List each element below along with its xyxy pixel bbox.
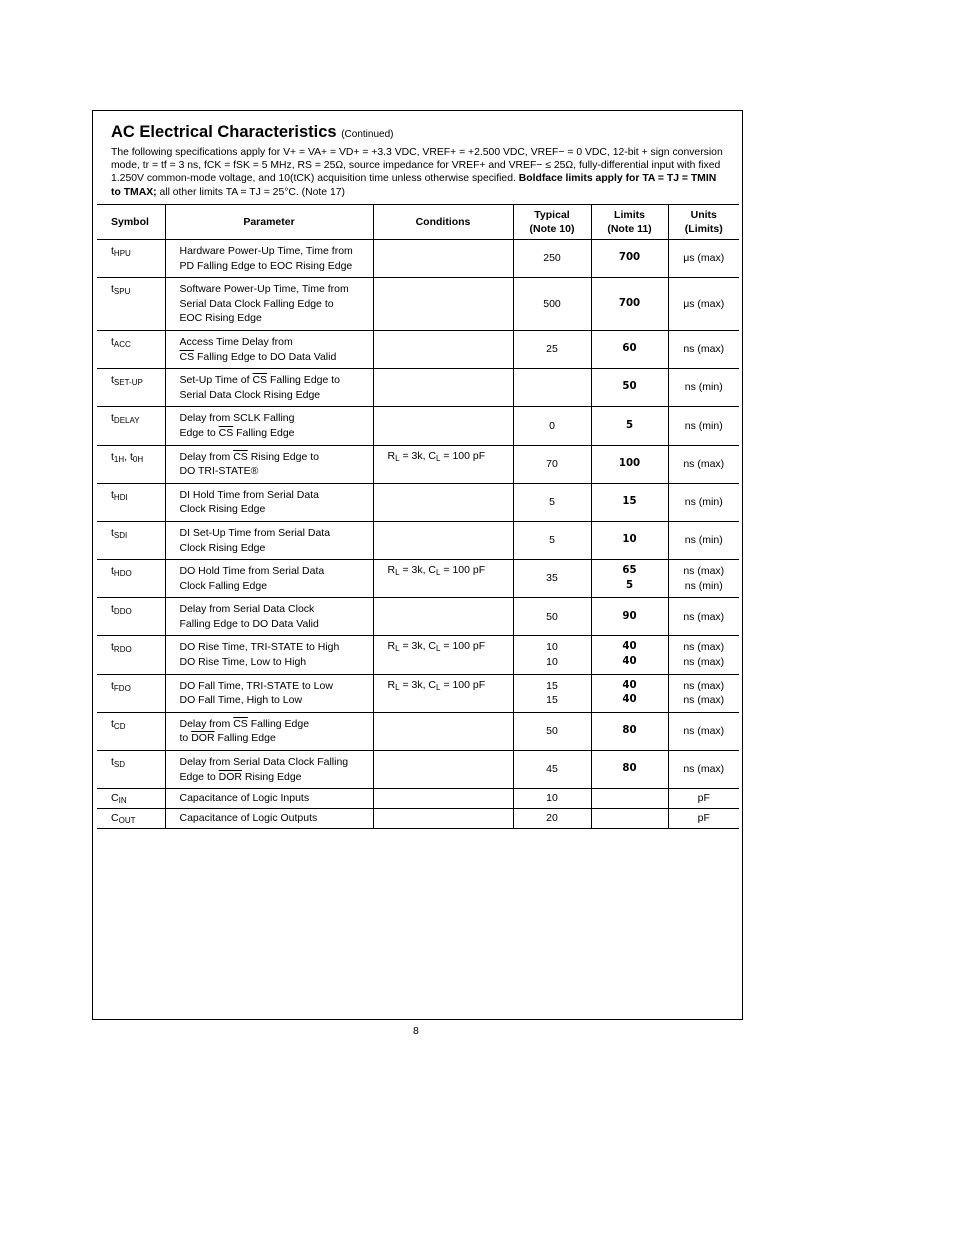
- cell-parameter: DO Hold Time from Serial Data Clock Falling Edge: [165, 560, 373, 598]
- cell-typical: 0: [513, 407, 591, 445]
- cell-parameter: Delay from SCLK Falling Edge to $\overline{CS}$ Falling Edge: [165, 407, 373, 445]
- cell-units: ns (max): [668, 598, 739, 636]
- table-row: [97, 445, 739, 483]
- cell-limits: 60: [591, 330, 668, 368]
- cell-limits: [591, 809, 668, 829]
- cell-conditions: [373, 278, 513, 331]
- cell-symbol: $t_{1H}$, $t_{0H}$: [97, 445, 165, 483]
- cell-conditions: [373, 809, 513, 829]
- cell-symbol: $t_{ACC}$: [97, 330, 165, 368]
- table-row: [97, 751, 739, 789]
- title-text: AC Electrical Characteristics: [111, 123, 337, 141]
- cell-typical: 25: [513, 330, 591, 368]
- cell-units: ns (min): [668, 369, 739, 407]
- cell-limits: 700: [591, 278, 668, 331]
- cell-typical: 70: [513, 445, 591, 483]
- table-header-row: [97, 205, 739, 240]
- cell-limits: 15: [591, 483, 668, 521]
- cell-conditions: [373, 330, 513, 368]
- cell-units: ns (min): [668, 407, 739, 445]
- table-row: [97, 483, 739, 521]
- cell-symbol: $t_{FDO}$: [97, 674, 165, 712]
- cell-parameter: Hardware Power-Up Time, Time from PD Falling Edge to EOC Rising Edge: [165, 240, 373, 278]
- cell-limits: 40 40: [591, 636, 668, 674]
- cell-units: μs (max): [668, 240, 739, 278]
- cell-symbol: $t_{HDI}$: [97, 483, 165, 521]
- cell-parameter: DI Hold Time from Serial Data Clock Rising Edge: [165, 483, 373, 521]
- cell-typical: [513, 369, 591, 407]
- cell-parameter: DI Set-Up Time from Serial Data Clock Rising Edge: [165, 521, 373, 559]
- page-number: 8: [413, 1025, 419, 1037]
- cell-conditions: [373, 712, 513, 750]
- header-conditions: Conditions: [373, 205, 513, 240]
- cell-parameter: Capacitance of Logic Inputs: [165, 789, 373, 809]
- cell-typical: 50: [513, 598, 591, 636]
- table-row: [97, 369, 739, 407]
- cell-conditions: [373, 521, 513, 559]
- cell-conditions: [373, 789, 513, 809]
- cell-symbol: $t_{CD}$: [97, 712, 165, 750]
- cell-units: μs (max): [668, 278, 739, 331]
- cell-limits: 100: [591, 445, 668, 483]
- cell-limits: 90: [591, 598, 668, 636]
- intro-tail: all other limits TA = TJ = 25°C. (Note 17): [159, 186, 345, 198]
- cell-typical: 15 15: [513, 674, 591, 712]
- cell-typical: 250: [513, 240, 591, 278]
- cell-typical: 45: [513, 751, 591, 789]
- cell-conditions: $R_L = 3k$, $C_L = 100$ pF: [373, 445, 513, 483]
- cell-symbol: $t_{DELAY}$: [97, 407, 165, 445]
- header-typical: Typical (Note 10): [513, 205, 591, 240]
- cell-symbol: $t_{SDI}$: [97, 521, 165, 559]
- cell-typical: 10: [513, 789, 591, 809]
- cell-conditions: $R_L = 3k$, $C_L = 100$ pF: [373, 560, 513, 598]
- table-row: [97, 789, 739, 809]
- table-row: [97, 712, 739, 750]
- intro-text: The following specifications apply for V+ = VA+ = VD+ = +3.3 VDC, VREF+ = +2.500 VDC, VREF− = 0 VDC, 12-bit + sign conversion mode, tr = tf = 3 ns, fCK = fSK = 5 MHz, RS = 25Ω, source impedance for VREF+ and VREF− ≤ 25Ω, fully-differential input with fixed 1.250V common-mode voltage, and 10(tCK) acquisition time unless otherwise specified.: [111, 147, 723, 185]
- cell-limits: 40 40: [591, 674, 668, 712]
- cell-parameter: Delay from $\overline{CS}$ Rising Edge to DO TRI-STATE®: [165, 445, 373, 483]
- cell-units: pF: [668, 789, 739, 809]
- title-continued: (Continued): [341, 129, 394, 140]
- cell-parameter: Delay from Serial Data Clock Falling Edge to DO Data Valid: [165, 598, 373, 636]
- table-row: [97, 636, 739, 674]
- intro-boldface: Boldface limits apply for TA = TJ = TMIN to TMAX;: [111, 173, 717, 198]
- table-row: [97, 560, 739, 598]
- cell-symbol: $t_{HDO}$: [97, 560, 165, 598]
- cell-limits: 5: [591, 407, 668, 445]
- cell-parameter: Access Time Delay from $\overline{CS}$ Falling Edge to DO Data Valid: [165, 330, 373, 368]
- cell-limits: 50: [591, 369, 668, 407]
- cell-typical: 35: [513, 560, 591, 598]
- cell-symbol: $t_{SPU}$: [97, 278, 165, 331]
- cell-typical: 50: [513, 712, 591, 750]
- cell-conditions: [373, 369, 513, 407]
- cell-symbol: $t_{SET-UP}$: [97, 369, 165, 407]
- table-row: [97, 674, 739, 712]
- table-row: [97, 240, 739, 278]
- table-row: [97, 598, 739, 636]
- document-frame: [92, 110, 743, 1020]
- cell-typical: 10 10: [513, 636, 591, 674]
- cell-conditions: $R_L = 3k$, $C_L = 100$ pF: [373, 674, 513, 712]
- cell-units: pF: [668, 809, 739, 829]
- cell-conditions: [373, 240, 513, 278]
- cell-units: ns (max) ns (max): [668, 674, 739, 712]
- cell-units: ns (max): [668, 751, 739, 789]
- cell-limits: [591, 789, 668, 809]
- ac-characteristics-table: [97, 204, 739, 829]
- cell-conditions: [373, 483, 513, 521]
- cell-parameter: Capacitance of Logic Outputs: [165, 809, 373, 829]
- cell-parameter: Delay from $\overline{CS}$ Falling Edge to $\overline{DOR}$ Falling Edge: [165, 712, 373, 750]
- cell-limits: 80: [591, 751, 668, 789]
- cell-parameter: Set-Up Time of $\overline{CS}$ Falling Edge to Serial Data Clock Rising Edge: [165, 369, 373, 407]
- cell-conditions: [373, 407, 513, 445]
- cell-limits: 10: [591, 521, 668, 559]
- cell-symbol: $C_{IN}$: [97, 789, 165, 809]
- cell-symbol: $t_{RDO}$: [97, 636, 165, 674]
- cell-units: ns (max): [668, 712, 739, 750]
- table-row: [97, 809, 739, 829]
- cell-symbol: $t_{SD}$: [97, 751, 165, 789]
- cell-symbol: $C_{OUT}$: [97, 809, 165, 829]
- cell-typical: 5: [513, 483, 591, 521]
- cell-limits: 700: [591, 240, 668, 278]
- cell-parameter: DO Fall Time, TRI-STATE to Low DO Fall Time, High to Low: [165, 674, 373, 712]
- cell-typical: 5: [513, 521, 591, 559]
- header-limits: Limits (Note 11): [591, 205, 668, 240]
- cell-conditions: $R_L = 3k$, $C_L = 100$ pF: [373, 636, 513, 674]
- specification-conditions: [111, 146, 725, 199]
- table-row: [97, 521, 739, 559]
- cell-units: ns (max) ns (max): [668, 636, 739, 674]
- cell-units: ns (max) ns (min): [668, 560, 739, 598]
- section-title: [111, 123, 393, 142]
- cell-conditions: [373, 598, 513, 636]
- header-symbol: Symbol: [97, 205, 165, 240]
- cell-typical: 20: [513, 809, 591, 829]
- header-units: Units (Limits): [668, 205, 739, 240]
- cell-parameter: Delay from Serial Data Clock Falling Edge to $\overline{DOR}$ Rising Edge: [165, 751, 373, 789]
- table-row: [97, 330, 739, 368]
- cell-limits: 65 5: [591, 560, 668, 598]
- cell-conditions: [373, 751, 513, 789]
- cell-parameter: Software Power-Up Time, Time from Serial Data Clock Falling Edge to EOC Rising Edge: [165, 278, 373, 331]
- header-parameter: Parameter: [165, 205, 373, 240]
- table-row: [97, 278, 739, 331]
- cell-typical: 500: [513, 278, 591, 331]
- cell-units: ns (min): [668, 483, 739, 521]
- cell-symbol: $t_{HPU}$: [97, 240, 165, 278]
- cell-units: ns (max): [668, 445, 739, 483]
- table-row: [97, 407, 739, 445]
- cell-symbol: $t_{DDO}$: [97, 598, 165, 636]
- cell-units: ns (max): [668, 330, 739, 368]
- cell-units: ns (min): [668, 521, 739, 559]
- cell-limits: 80: [591, 712, 668, 750]
- cell-parameter: DO Rise Time, TRI-STATE to High DO Rise Time, Low to High: [165, 636, 373, 674]
